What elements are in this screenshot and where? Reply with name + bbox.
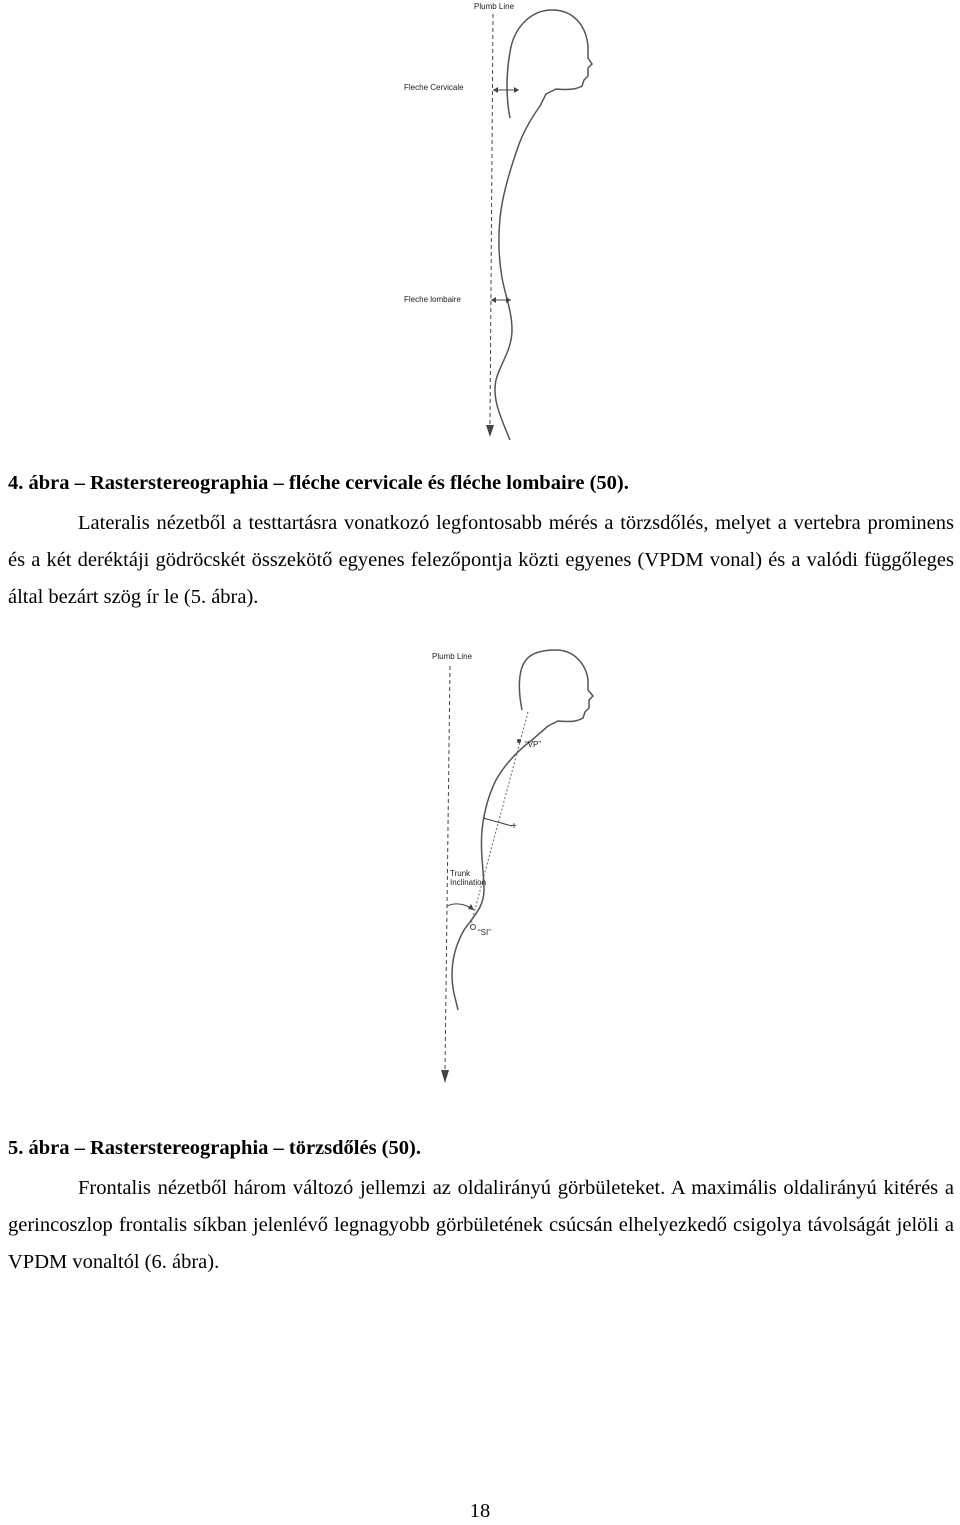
page-number: 18 bbox=[469, 1500, 491, 1522]
paragraph-2-text: Frontalis nézetből három változó jellemzi az oldalirányú görbületeket. A maximális oldalirányú kitérés a gerincoszlop frontalis síkban jelenlévő legnagyobb görbületének csúcsán elhelyezkedő csigolya távolságát jelöli a VPDM vonaltól (6. ábra). bbox=[8, 1177, 954, 1273]
paragraph-frontal-view bbox=[8, 1170, 954, 1281]
figure-4-plumb-line-label: Plumb Line bbox=[474, 2, 515, 11]
figure-5-vpdm-line bbox=[470, 712, 528, 928]
figure-5-plumb-line-label: Plumb Line bbox=[432, 652, 473, 661]
figure-4-fleche-cervicale-label: Fleche Cervicale bbox=[404, 83, 464, 92]
figure-4-fleche-lombaire-label: Fleche lombaire bbox=[404, 295, 461, 304]
figure-5-trunk-label: Trunk bbox=[450, 869, 471, 878]
figure-5-plumb-line bbox=[445, 666, 450, 1070]
figure-5-inclination-label: Inclination bbox=[450, 878, 487, 887]
paragraph-1-text: Lateralis nézetből a testtartásra vonatkozó legfontosabb mérés a törzsdőlés, melyet a vertebra prominens és a két deréktáji gödröcskét összekötő egyenes felezőpontja közti egyenes (VPDM vonal) és a valódi függőleges által bezárt szög ír le (5. ábra). bbox=[8, 512, 954, 608]
figure-5-plus-label: + bbox=[511, 821, 517, 832]
figure-5-caption: 5. ábra – Rasterstereographia – törzsdőlés (50). bbox=[8, 1137, 421, 1159]
figure-5-vp-marker bbox=[517, 739, 521, 743]
figure-5-si-marker bbox=[471, 925, 476, 930]
figure-5-plumb-arrowhead bbox=[441, 1070, 449, 1083]
figure-4-caption: 4. ábra – Rasterstereographia – fléche cervicale és fléche lombaire (50). bbox=[8, 472, 629, 494]
figure-5-vp-label: “VP” bbox=[525, 740, 541, 749]
figure-5-body-profile bbox=[452, 650, 593, 1010]
figure-5-si-label: “SI” bbox=[478, 928, 491, 937]
